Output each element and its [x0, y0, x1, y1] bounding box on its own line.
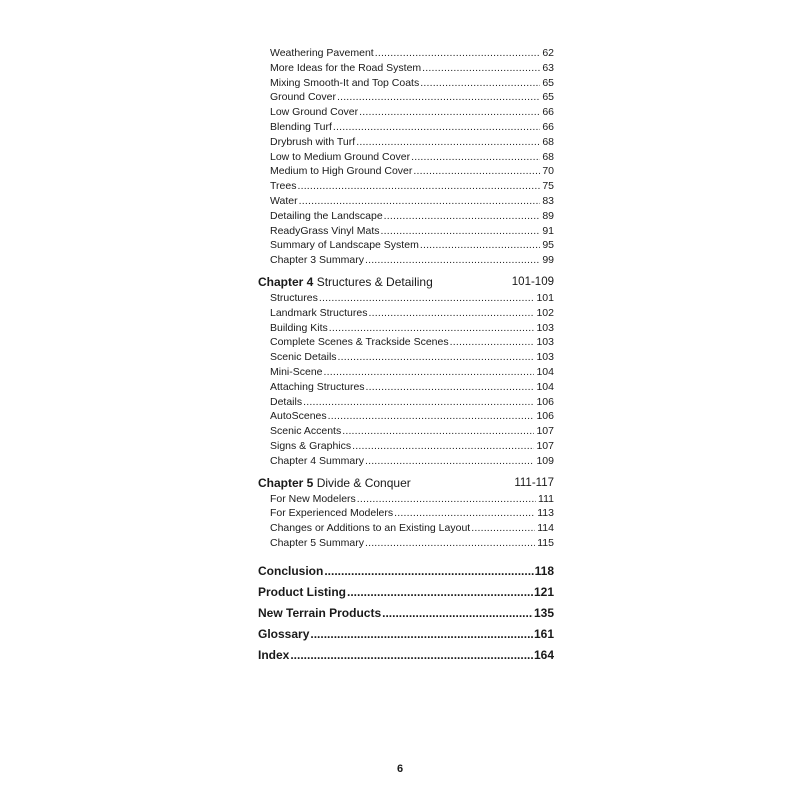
toc-entry — [258, 238, 554, 253]
toc-entry-page: 106 — [536, 395, 554, 408]
chapter-5-entries — [258, 492, 554, 551]
toc-entry-page: 91 — [542, 224, 554, 237]
toc-entry-title: Details — [270, 395, 303, 408]
toc-entry-page: 89 — [542, 209, 554, 222]
toc-entry — [258, 624, 554, 645]
toc-entry-page: 103 — [536, 336, 554, 349]
major-entries — [258, 561, 554, 666]
dot-leader — [382, 603, 533, 624]
toc-entry-title: Complete Scenes & Trackside Scenes — [270, 336, 449, 349]
toc-entry-page: 115 — [537, 536, 554, 549]
toc-entry-title: Mini-Scene — [270, 365, 323, 378]
toc-entry-page: 106 — [536, 410, 554, 423]
toc-entry-title: Detailing the Landscape — [270, 209, 383, 222]
toc-entry-page: 164 — [533, 647, 554, 662]
toc-entry-title: Structures — [270, 291, 318, 304]
chapter-4-heading — [258, 274, 554, 290]
toc-entry — [258, 291, 554, 306]
toc-entry-title: Ground Cover — [270, 91, 336, 104]
toc-entry-title: New Terrain Products — [258, 605, 382, 620]
toc-entry-page: 95 — [542, 239, 554, 252]
toc-entry — [258, 506, 554, 521]
toc-entry-title: For Experienced Modelers — [270, 507, 394, 520]
dot-leader — [310, 624, 533, 645]
dot-leader — [394, 506, 535, 521]
chapter-5-heading — [258, 475, 554, 491]
toc-entry-title: Medium to High Ground Cover — [270, 165, 413, 178]
dot-leader — [303, 395, 534, 410]
dot-leader — [338, 350, 535, 365]
dot-leader — [450, 335, 535, 350]
toc-entry — [258, 424, 554, 439]
dot-leader — [347, 582, 533, 603]
dot-leader — [384, 209, 541, 224]
toc-entry — [258, 76, 554, 91]
toc-entry-page: 107 — [536, 439, 554, 452]
toc-entry-page: 65 — [542, 76, 554, 89]
toc-entry — [258, 253, 554, 268]
toc-entry-title: Low to Medium Ground Cover — [270, 150, 411, 163]
dot-leader — [359, 105, 540, 120]
toc-entry-page: 99 — [542, 254, 554, 267]
dot-leader — [365, 536, 535, 551]
dot-leader — [328, 409, 535, 424]
toc-entry — [258, 46, 554, 61]
dot-leader — [290, 645, 533, 666]
dot-leader — [375, 46, 541, 61]
dot-leader — [420, 238, 540, 253]
toc-entry-title: Water — [270, 194, 298, 207]
toc-entry-page: 135 — [533, 605, 554, 620]
toc-entry-page: 103 — [536, 321, 554, 334]
toc-entry-title: Conclusion — [258, 563, 324, 578]
toc-entry — [258, 582, 554, 603]
toc-entry-page: 121 — [533, 584, 554, 599]
toc-entry-page: 68 — [542, 135, 554, 148]
chapter-4-range: 101-109 — [511, 275, 554, 288]
toc-entry — [258, 454, 554, 469]
toc-entry-title: Summary of Landscape System — [270, 239, 419, 252]
toc-entry-title: Attaching Structures — [270, 380, 365, 393]
toc-entry-title: ReadyGrass Vinyl Mats — [270, 224, 380, 237]
chapter-5-title: Divide & Conquer — [316, 475, 411, 490]
dot-leader — [420, 76, 540, 91]
toc-entry-page: 101 — [536, 291, 554, 304]
toc-entry — [258, 224, 554, 239]
toc-entry — [258, 561, 554, 582]
dot-leader — [356, 135, 540, 150]
toc-entry-title: Chapter 3 Summary — [270, 254, 364, 267]
toc-entry — [258, 105, 554, 120]
dot-leader — [319, 291, 535, 306]
toc-entry-title: Chapter 5 Summary — [270, 536, 364, 549]
toc-entry — [258, 120, 554, 135]
toc-entry-page: 109 — [536, 454, 554, 467]
toc-entry — [258, 380, 554, 395]
toc-entry — [258, 321, 554, 336]
toc-entry — [258, 439, 554, 454]
toc-entry-title: Scenic Details — [270, 351, 337, 364]
dot-leader — [365, 253, 540, 268]
dot-leader — [342, 424, 534, 439]
toc-entry — [258, 150, 554, 165]
toc-entry-page: 75 — [542, 180, 554, 193]
toc-entry-page: 63 — [542, 61, 554, 74]
chapter-4-label: Chapter 4 — [258, 274, 314, 289]
toc-entry-title: Glossary — [258, 626, 310, 641]
dot-leader — [413, 164, 540, 179]
toc-entry-title: Scenic Accents — [270, 425, 342, 438]
dot-leader — [324, 365, 535, 380]
toc-entry — [258, 194, 554, 209]
toc-entry-page: 103 — [536, 351, 554, 364]
toc-entry-title: Signs & Graphics — [270, 439, 352, 452]
toc-entry-title: Weathering Pavement — [270, 47, 374, 59]
toc-entry — [258, 90, 554, 105]
toc-entry — [258, 61, 554, 76]
toc-entry-page: 66 — [542, 120, 554, 133]
toc-entry-page: 161 — [533, 626, 554, 641]
toc-entry-page: 70 — [542, 165, 554, 178]
toc-entry-page: 66 — [542, 106, 554, 119]
dot-leader — [324, 561, 533, 582]
toc-entry — [258, 521, 554, 536]
toc-entry-page: 83 — [542, 194, 554, 207]
toc-entry — [258, 645, 554, 666]
dot-leader — [471, 521, 535, 536]
toc-entry-page: 111 — [538, 492, 554, 505]
toc-entry — [258, 164, 554, 179]
dot-leader — [299, 194, 541, 209]
toc-entry-title: Chapter 4 Summary — [270, 454, 364, 467]
toc-entry-title: Mixing Smooth-It and Top Coats — [270, 76, 420, 89]
toc-entry-page: 65 — [542, 91, 554, 104]
toc-entry-title: Building Kits — [270, 321, 328, 334]
dot-leader — [333, 120, 540, 135]
toc-entry-page: 68 — [542, 150, 554, 163]
toc-entry-page: 118 — [534, 563, 554, 578]
chapter-4-entries — [258, 291, 554, 469]
toc-entry — [258, 395, 554, 410]
toc-entry — [258, 365, 554, 380]
toc-entry-page: 104 — [536, 380, 554, 393]
toc-entry-page: 62 — [542, 47, 554, 59]
toc-entry-title: Changes or Additions to an Existing Layout — [270, 522, 471, 535]
toc-entry-title: Index — [258, 647, 290, 662]
toc-entry — [258, 135, 554, 150]
toc-entry-title: Low Ground Cover — [270, 106, 359, 119]
toc-entry-page: 113 — [537, 507, 554, 520]
toc-entry-page: 107 — [536, 425, 554, 438]
toc-entry-title: Landmark Structures — [270, 306, 368, 319]
toc-entry — [258, 409, 554, 424]
dot-leader — [337, 90, 540, 105]
chapter-5-label: Chapter 5 — [258, 475, 314, 490]
dot-leader — [381, 224, 541, 239]
chapter-4-title: Structures & Detailing — [316, 274, 433, 289]
dot-leader — [422, 61, 540, 76]
toc-entry — [258, 335, 554, 350]
dot-leader — [352, 439, 534, 454]
toc-entry — [258, 492, 554, 507]
section-3-entries — [258, 46, 554, 268]
table-of-contents — [258, 46, 554, 666]
toc-entry — [258, 306, 554, 321]
toc-entry — [258, 179, 554, 194]
toc-entry-title: Product Listing — [258, 584, 346, 599]
dot-leader — [368, 306, 534, 321]
page-number: 6 — [396, 763, 404, 775]
toc-entry-page: 102 — [536, 306, 554, 319]
toc-entry-page: 114 — [537, 522, 554, 535]
dot-leader — [357, 492, 536, 507]
toc-entry — [258, 603, 554, 624]
dot-leader — [297, 179, 540, 194]
dot-leader — [329, 321, 535, 336]
chapter-5-range: 111-117 — [514, 476, 554, 489]
toc-entry — [258, 350, 554, 365]
dot-leader — [366, 380, 535, 395]
dot-leader — [411, 150, 540, 165]
toc-entry-title: Trees — [270, 180, 297, 193]
toc-entry-title: Drybrush with Turf — [270, 135, 356, 148]
dot-leader — [365, 454, 535, 469]
toc-entry-page: 104 — [536, 365, 554, 378]
toc-entry — [258, 209, 554, 224]
toc-entry — [258, 536, 554, 551]
toc-entry-title: For New Modelers — [270, 492, 356, 505]
toc-entry-title: More Ideas for the Road System — [270, 61, 422, 74]
toc-entry-title: Blending Turf — [270, 120, 332, 133]
toc-entry-title: AutoScenes — [270, 410, 327, 423]
